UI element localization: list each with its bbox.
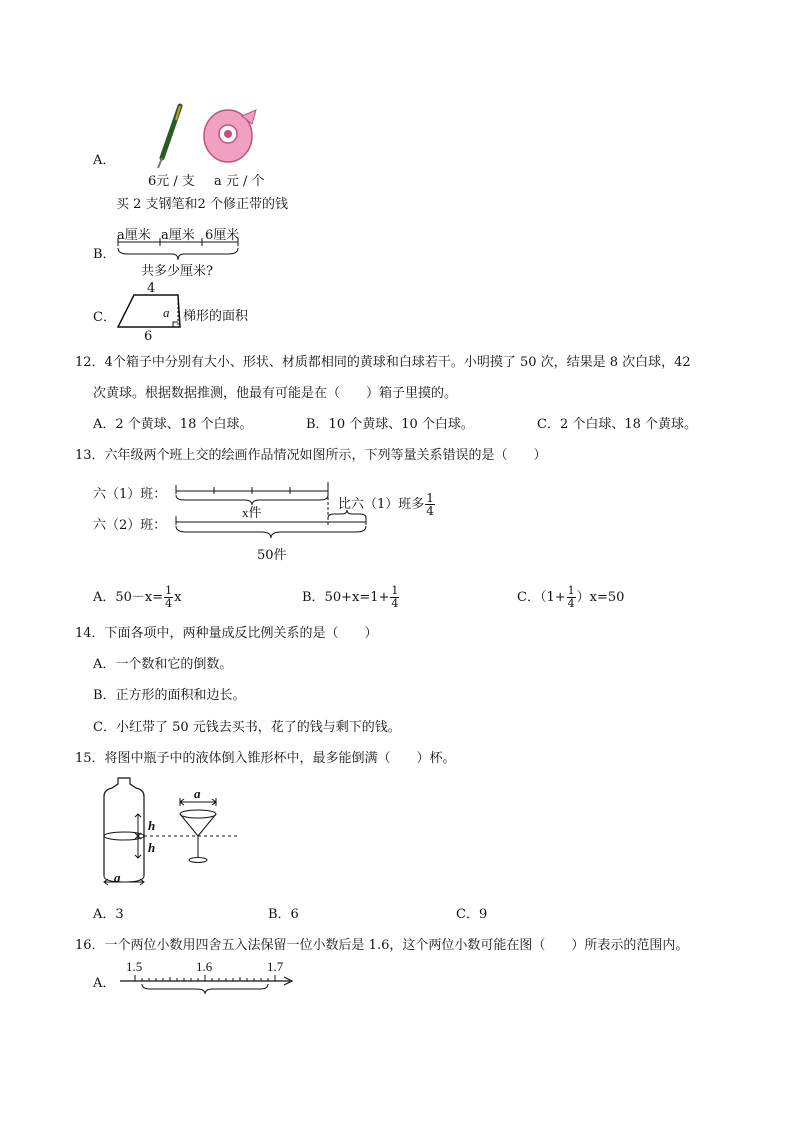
tick-label-1-6: 1.6 — [196, 959, 213, 974]
q15-stem: 15．将图中瓶子中的液体倒入锥形杯中，最多能倒满（ ）杯。 — [75, 751, 456, 766]
option-c-right: ）x=50 — [576, 590, 625, 605]
q13-option-c[interactable] — [517, 585, 624, 610]
segment-brace-diagram — [114, 238, 244, 262]
fraction-numerator: 1 — [567, 584, 575, 597]
fraction-denominator: 4 — [426, 504, 434, 518]
q15-option-c[interactable]: C．9 — [456, 907, 488, 922]
q16-option-a-label[interactable]: A． — [93, 976, 116, 991]
trapezoid-bottom-label: 6 — [144, 329, 153, 344]
q14-option-c[interactable]: C．小红带了 50 元钱去买书，花了的钱与剩下的钱。 — [93, 720, 401, 735]
tape-price: a 元 / 个 — [214, 174, 265, 189]
option-c-left: （1+ — [539, 590, 566, 605]
q12-stem-line2: 次黄球。根据数据推测，他最有可能是在（ ）箱子里摸的。 — [93, 386, 458, 401]
option-b-letter: B． — [302, 590, 325, 605]
q12-option-b[interactable]: B．10 个黄球、10 个白球。 — [306, 417, 474, 432]
q14-option-a[interactable]: A．一个数和它的倒数。 — [93, 657, 233, 672]
option-a-right: x — [174, 590, 182, 605]
tick-label-1-7: 1.7 — [267, 959, 284, 974]
q13-option-a[interactable] — [93, 585, 182, 610]
fraction-denominator: 4 — [391, 597, 399, 610]
option-b-left: 50+x=1+ — [324, 590, 390, 605]
fraction-numerator: 1 — [426, 491, 434, 505]
trapezoid-top-label: 4 — [147, 281, 156, 296]
height-label-lower: h — [148, 840, 156, 855]
class-1-label: 六（1）班： — [93, 487, 167, 502]
pen-price: 6元 / 支 — [148, 174, 195, 189]
class-2-label: 六（2）班： — [93, 518, 167, 533]
segment-1-label: a厘米 — [117, 228, 151, 243]
x-pieces-label: x件 — [242, 505, 262, 520]
option-a-left: 50－x= — [115, 590, 164, 605]
number-line — [118, 974, 298, 1004]
q11-option-b-label: B． — [93, 247, 116, 262]
q11-option-c-label: C． — [93, 310, 116, 325]
segment-2-label: a厘米 — [161, 228, 195, 243]
fraction-denominator: 4 — [165, 597, 173, 610]
tick-label-1-5: 1.5 — [126, 959, 143, 974]
segment-3-label: 6厘米 — [205, 228, 240, 243]
more-than-class1-label — [338, 492, 436, 517]
option-a-fraction — [164, 585, 173, 610]
option-a-letter: A． — [93, 590, 116, 605]
height-label-upper: h — [148, 818, 156, 833]
more-label-text: 比六（1）班多 — [338, 497, 425, 512]
q15-option-b[interactable]: B．6 — [268, 907, 299, 922]
fraction-denominator: 4 — [567, 597, 575, 610]
q16-stem: 16．一个两位小数用四舍五入法保留一位小数后是 1.6，这个两位小数可能在图（ ）所表示的范围内。 — [75, 938, 689, 953]
q15-option-a[interactable]: A．3 — [93, 907, 124, 922]
q12-option-a[interactable]: A．2 个黄球、18 个白球。 — [93, 417, 253, 432]
q14-option-b[interactable]: B．正方形的面积和边长。 — [93, 688, 246, 703]
bottle-width-label: a — [114, 870, 121, 885]
total-length-question: 共多少厘米? — [141, 264, 213, 279]
q12-option-c[interactable]: C．2 个白球、18 个黄球。 — [537, 417, 698, 432]
option-c-fraction — [567, 585, 576, 610]
q11-option-a-text: 买 2 支钢笔和2 个修正带的钱 — [116, 197, 288, 212]
q13-stem: 13．六年级两个班上交的绘画作品情况如图所示，下列等量关系错误的是（ ） — [75, 448, 547, 463]
pen-image — [150, 102, 190, 172]
correction-tape-image — [200, 104, 260, 166]
total-50-label: 50件 — [257, 548, 287, 563]
option-c-letter: C． — [517, 590, 540, 605]
q12-stem-line1: 12．4个箱子中分别有大小、形状、材质都相同的黄球和白球若干。小明摸了 50 次，结果是 8 次白球，42 — [75, 355, 691, 370]
option-b-fraction — [390, 585, 399, 610]
q14-stem: 14．下面各项中，两种量成反比例关系的是（ ） — [75, 626, 378, 641]
q11-option-a-label: A． — [93, 153, 116, 168]
fraction-numerator: 1 — [391, 584, 399, 597]
cup-width-label: a — [194, 786, 201, 801]
q13-option-b[interactable] — [302, 585, 400, 610]
q11-option-c-text: 梯形的面积 — [183, 309, 249, 324]
quarter-fraction — [425, 492, 435, 517]
fraction-numerator: 1 — [165, 584, 173, 597]
trapezoid-height-label: a — [163, 305, 170, 320]
